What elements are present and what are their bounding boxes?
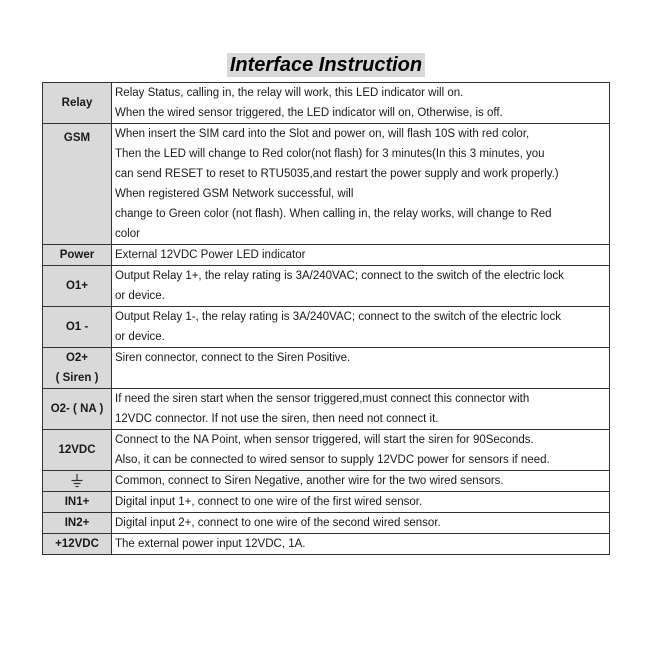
description-line: External 12VDC Power LED indicator xyxy=(115,249,306,261)
table-row xyxy=(43,534,610,555)
page-title-wrap xyxy=(0,53,652,77)
description-line: Siren connector, connect to the Siren Positive. xyxy=(115,352,351,364)
description-line: When the wired sensor triggered, the LED indicator will on, Otherwise, is off. xyxy=(115,107,503,119)
table-row xyxy=(43,245,610,266)
row-description xyxy=(112,348,610,389)
row-label: GSM xyxy=(43,124,112,245)
row-description xyxy=(112,492,610,513)
description-line: When insert the SIM card into the Slot and power on, will flash 10S with red color, xyxy=(115,128,530,140)
row-description xyxy=(112,430,610,471)
description-line: Relay Status, calling in, the relay will work, this LED indicator will on. xyxy=(115,87,464,99)
description-line: The external power input 12VDC, 1A. xyxy=(115,538,306,550)
row-label: O2- ( NA ) xyxy=(43,389,112,430)
description-line: or device. xyxy=(115,331,165,343)
row-label: O1 - xyxy=(43,307,112,348)
description-line: Then the LED will change to Red color(not flash) for 3 minutes(In this 3 minutes, you xyxy=(115,148,545,160)
row-label: Relay xyxy=(43,83,112,124)
description-line xyxy=(115,368,606,388)
description-line: Connect to the NA Point, when sensor triggered, will start the siren for 90Seconds. xyxy=(115,434,534,446)
ground-icon xyxy=(70,473,84,489)
description-line: Common, connect to Siren Negative, another wire for the two wired sensors. xyxy=(115,475,504,487)
row-label: Power xyxy=(43,245,112,266)
row-description xyxy=(112,124,610,245)
table-row xyxy=(43,83,610,124)
description-line: 12VDC connector. If not use the siren, then need not connect it. xyxy=(115,413,439,425)
table-row xyxy=(43,492,610,513)
row-label: +12VDC xyxy=(43,534,112,555)
table-row xyxy=(43,266,610,307)
row-label: IN1+ xyxy=(43,492,112,513)
table-row xyxy=(43,389,610,430)
row-label: O1+ xyxy=(43,266,112,307)
description-line: can send RESET to reset to RTU5035,and restart the power supply and work properly.) xyxy=(115,168,559,180)
row-label: O2+ xyxy=(65,352,89,364)
row-label: IN2+ xyxy=(43,513,112,534)
interface-table xyxy=(42,82,610,555)
row-description xyxy=(112,266,610,307)
table-row xyxy=(43,307,610,348)
description-line: Also, it can be connected to wired sensor to supply 12VDC power for sensors if need. xyxy=(115,454,550,466)
row-label: 12VDC xyxy=(43,430,112,471)
table-row xyxy=(43,124,610,245)
row-description xyxy=(112,83,610,124)
table-row xyxy=(43,430,610,471)
row-description xyxy=(112,471,610,492)
row-description xyxy=(112,534,610,555)
table-row xyxy=(43,513,610,534)
row-description xyxy=(112,307,610,348)
description-line: change to Green color (not flash). When calling in, the relay works, will change to Red xyxy=(115,208,552,220)
table-row xyxy=(43,471,610,492)
description-line: color xyxy=(115,228,140,240)
description-line: Output Relay 1-, the relay rating is 3A/240VAC; connect to the switch of the electric lock xyxy=(115,311,561,323)
row-description xyxy=(112,389,610,430)
row-description xyxy=(112,245,610,266)
row-label-cell xyxy=(43,348,112,389)
description-line: When registered GSM Network successful, will xyxy=(115,188,354,200)
description-line: If need the siren start when the sensor triggered,must connect this connector with xyxy=(115,393,530,405)
description-line: Digital input 1+, connect to one wire of the first wired sensor. xyxy=(115,496,423,508)
description-line: Digital input 2+, connect to one wire of the second wired sensor. xyxy=(115,517,441,529)
row-description xyxy=(112,513,610,534)
table-row xyxy=(43,348,610,389)
description-line: or device. xyxy=(115,290,165,302)
row-label-sub: ( Siren ) xyxy=(55,372,99,384)
page-title: Interface Instruction xyxy=(227,53,425,77)
row-label-cell xyxy=(43,471,112,492)
description-line: Output Relay 1+, the relay rating is 3A/240VAC; connect to the switch of the electric lock xyxy=(115,270,564,282)
